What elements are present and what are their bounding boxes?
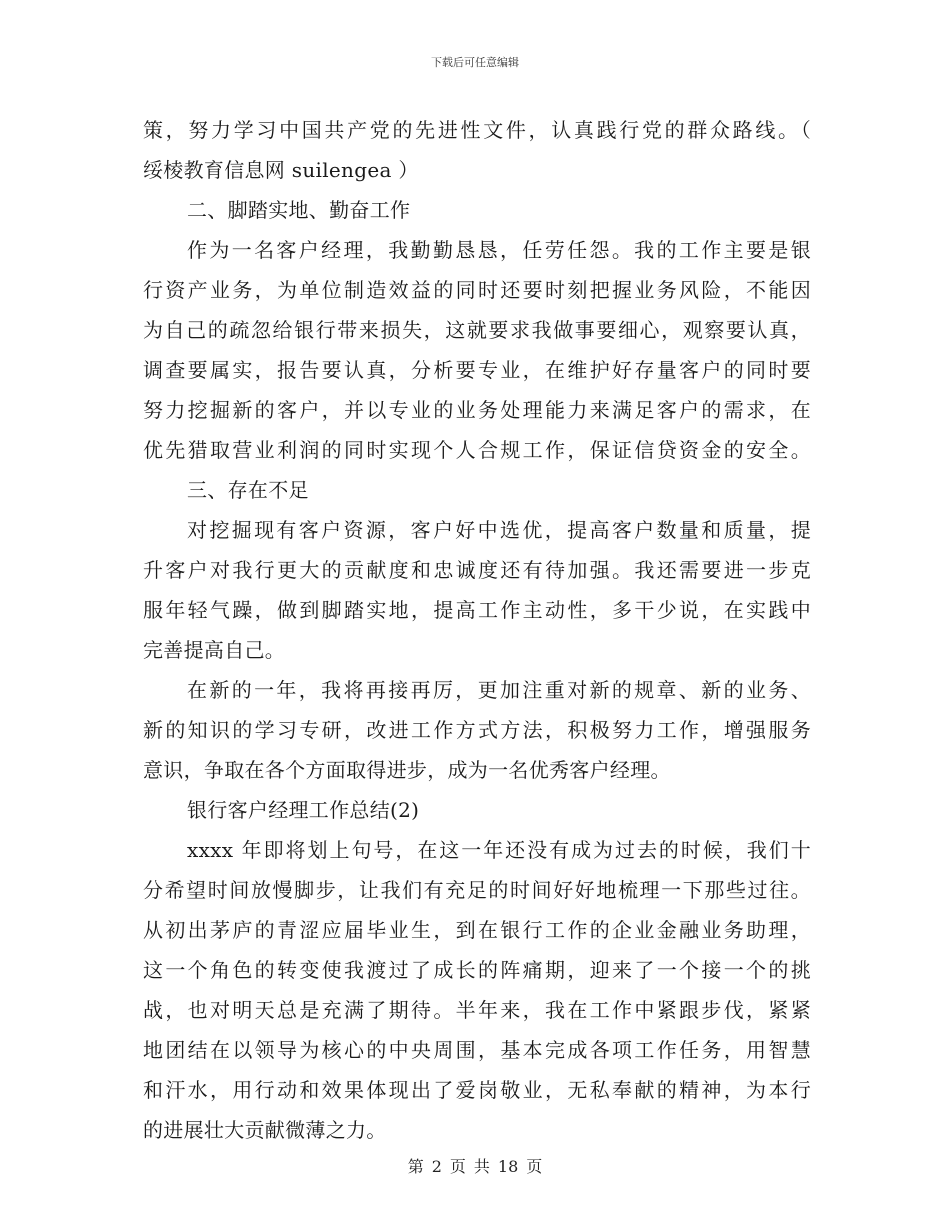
body-line: 新的知识的学习专研，改进工作方式方法，积极努力工作，增强服务 xyxy=(143,718,811,742)
section-heading: 银行客户经理工作总结(2) xyxy=(187,798,420,822)
page-mid: 页 xyxy=(449,1157,466,1176)
body-line: 绥棱教育信息网 suilengea ） xyxy=(143,158,419,182)
body-line: 完善提高自己。 xyxy=(143,638,286,662)
body-line: 作为一名客户经理，我勤勤恳恳，任劳任怨。我的工作主要是银 xyxy=(187,238,811,262)
body-line: 这一个角色的转变使我渡过了成长的阵痛期，迎来了一个接一个的挑 xyxy=(143,958,811,982)
body-line: 的进展壮大贡献微薄之力。 xyxy=(143,1118,387,1142)
body-line: 从初出茅庐的青涩应届毕业生，到在银行工作的企业金融业务助理， xyxy=(143,918,811,942)
body-line: 努力挖掘新的客户，并以专业的业务处理能力来满足客户的需求，在 xyxy=(143,398,811,422)
body-line: 对挖掘现有客户资源，客户好中选优，提高客户数量和质量，提 xyxy=(187,518,811,542)
total-prefix: 共 xyxy=(473,1157,490,1176)
body-line: xxxx 年即将划上句号，在这一年还没有成为过去的时候，我们十 xyxy=(187,838,811,862)
page-suffix: 页 xyxy=(526,1157,543,1176)
document-body xyxy=(143,110,811,1150)
body-line: 地团结在以领导为核心的中央周围，基本完成各项工作任务，用智慧 xyxy=(143,1038,811,1062)
current-page-number: 2 xyxy=(431,1157,442,1176)
body-line: 和汗水，用行动和效果体现出了爱岗敬业，无私奉献的精神，为本行 xyxy=(143,1078,811,1102)
page-footer xyxy=(0,1154,950,1177)
body-line: 升客户对我行更大的贡献度和忠诚度还有待加强。我还需要进一步克 xyxy=(143,558,811,582)
section-heading: 二、脚踏实地、勤奋工作 xyxy=(187,198,411,222)
body-line: 策，努力学习中国共产党的先进性文件，认真践行党的群众路线。（ xyxy=(143,118,811,142)
body-line: 意识，争取在各个方面取得进步，成为一名优秀客户经理。 xyxy=(143,758,671,782)
page-header: 下载后可任意编辑 xyxy=(431,56,519,69)
body-line: 服年轻气躁，做到脚踏实地，提高工作主动性，多干少说，在实践中 xyxy=(143,598,811,622)
body-line: 分希望时间放慢脚步，让我们有充足的时间好好地梳理一下那些过往。 xyxy=(143,878,811,902)
body-line: 为自己的疏忽给银行带来损失，这就要求我做事要细心，观察要认真， xyxy=(143,318,811,342)
page-prefix: 第 xyxy=(407,1157,424,1176)
section-heading: 三、存在不足 xyxy=(187,478,309,502)
body-line: 行资产业务，为单位制造效益的同时还要时刻把握业务风险，不能因 xyxy=(143,278,811,302)
body-line: 调查要属实，报告要认真，分析要专业，在维护好存量客户的同时要 xyxy=(143,358,811,382)
total-pages-number: 18 xyxy=(497,1157,519,1176)
body-line: 战，也对明天总是充满了期待。半年来，我在工作中紧跟步伐，紧紧 xyxy=(143,998,811,1022)
body-line: 优先猎取营业利润的同时实现个人合规工作，保证信贷资金的安全。 xyxy=(143,438,811,462)
body-line: 在新的一年，我将再接再厉，更加注重对新的规章、新的业务、 xyxy=(187,678,811,702)
